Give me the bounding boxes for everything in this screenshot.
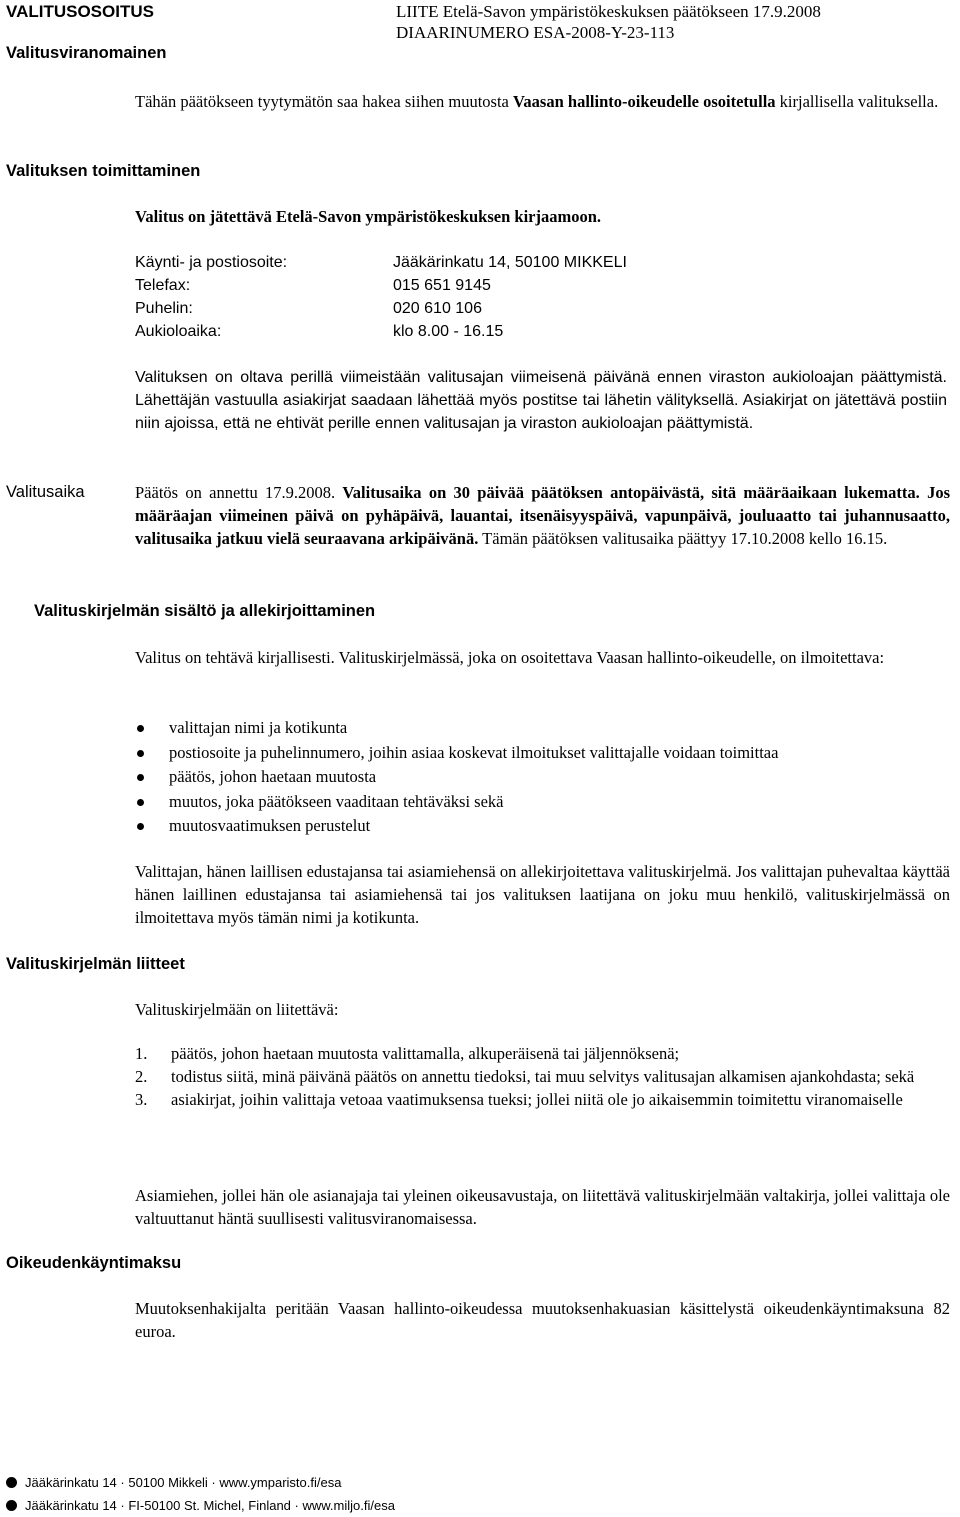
contact-value: Jääkärinkatu 14, 50100 MIKKELI bbox=[393, 254, 627, 271]
footer-line-finnish bbox=[6, 1475, 341, 1491]
label-contents: Valituskirjelmän sisältö ja allekirjoittaminen bbox=[34, 602, 376, 620]
bullet-icon bbox=[6, 1500, 17, 1511]
authority-text-bold: Vaasan hallinto-oikeudelle osoitetulla bbox=[513, 92, 776, 111]
attachment-line: LIITE Etelä-Savon ympäristökeskuksen päätökseen 17.9.2008 bbox=[396, 2, 821, 21]
diary-number: DIAARINUMERO ESA-2008-Y-23-113 bbox=[396, 23, 675, 42]
list-item bbox=[135, 1065, 950, 1088]
list-item-number: 1. bbox=[135, 1044, 148, 1063]
list-item bbox=[135, 1042, 950, 1065]
document-title: VALITUSOSOITUS bbox=[6, 2, 154, 21]
footer-text: Jääkärinkatu 14 · 50100 Mikkeli · www.ymparisto.fi/esa bbox=[25, 1475, 342, 1490]
label-period: Valitusaika bbox=[6, 483, 85, 501]
list-item bbox=[135, 716, 935, 741]
bullet-icon bbox=[137, 823, 144, 830]
contact-key: Käynti- ja postiosoite: bbox=[135, 254, 288, 271]
bullet-icon bbox=[137, 750, 144, 757]
label-attachments: Valituskirjelmän liitteet bbox=[6, 955, 185, 973]
contact-key: Aukioloaika: bbox=[135, 323, 222, 340]
list-item-text: postiosoite ja puhelinnumero, joihin asiaa koskevat ilmoitukset valittajalle voidaan toimittaa bbox=[169, 742, 779, 762]
contact-value: klo 8.00 - 16.15 bbox=[393, 323, 504, 340]
period-text-3: Tämän päätöksen valitusaika päättyy 17.10.2008 kello 16.15. bbox=[478, 529, 888, 548]
list-item bbox=[135, 741, 935, 766]
fee-paragraph: Muutoksenhakijalta peritään Vaasan hallinto-oikeudessa muutoksenhakuasian käsittelystä oikeudenkäyntimaksuna 82 euroa. bbox=[135, 1299, 950, 1341]
period-text-bold: Valitusaika on 30 päivää päätöksen antopäivästä, sitä määräaikaan lukematta. Jos määräajan viimeinen päivä on pyhäpäivä, lauantai, itsenäisyyspäivä, vapunpäivä, jouluaatto tai juhannusaatto, valitusaika jatkuu vielä seuraavana arkipäivänä. bbox=[135, 483, 950, 548]
list-item-text: valittajan nimi ja kotikunta bbox=[169, 718, 348, 737]
authority-text-end: kirjallisella valituksella. bbox=[775, 92, 939, 111]
footer-line-swedish bbox=[6, 1498, 395, 1514]
contact-row-address bbox=[135, 251, 627, 274]
attachments-intro: Valituskirjelmään on liitettävä: bbox=[135, 1000, 339, 1019]
contact-value: 020 610 106 bbox=[393, 300, 482, 317]
list-item bbox=[135, 765, 935, 790]
attachments-numbered-list bbox=[135, 1042, 950, 1111]
list-item-text: muutos, joka päätökseen vaaditaan tehtäväksi sekä bbox=[169, 791, 504, 811]
label-fee: Oikeudenkäyntimaksu bbox=[6, 1254, 182, 1272]
list-item-text: päätös, johon haetaan muutosta valittamalla, alkuperäisenä tai jäljennöksenä; bbox=[171, 1044, 680, 1063]
list-item-text: asiakirjat, joihin valittaja vetoaa vaatimuksensa tueksi; jollei niitä ole jo aikaisemmin toimitettu viranomaiselle bbox=[171, 1090, 903, 1109]
list-item-text: todistus siitä, minä päivänä päätös on annettu tiedoksi, tai muu selvitys valitusajan alkamisen ajankohdasta; sekä bbox=[171, 1067, 915, 1086]
contact-row-hours bbox=[135, 320, 503, 343]
list-item bbox=[135, 814, 935, 839]
bullet-icon bbox=[6, 1477, 17, 1488]
label-authority: Valitusviranomainen bbox=[6, 44, 167, 62]
footer-text: Jääkärinkatu 14 · FI-50100 St. Michel, Finland · www.miljo.fi/esa bbox=[25, 1498, 395, 1513]
contact-value: 015 651 9145 bbox=[393, 277, 491, 294]
bullet-icon bbox=[137, 774, 144, 781]
list-item bbox=[135, 790, 935, 815]
contents-intro: Valitus on tehtävä kirjallisesti. Valituskirjelmässä, joka on osoitettava Vaasan hallinto-oikeudelle, on ilmoitettava: bbox=[135, 648, 885, 667]
bullet-icon bbox=[137, 725, 144, 732]
contact-key: Telefax: bbox=[135, 277, 191, 294]
label-delivery: Valituksen toimittaminen bbox=[6, 162, 201, 180]
authority-text-start: Tähän päätökseen tyytymätön saa hakea siihen muutosta bbox=[135, 92, 514, 111]
contents-bullet-list bbox=[135, 716, 935, 839]
list-item-number: 3. bbox=[135, 1090, 148, 1109]
delivery-heading: Valitus on jätettävä Etelä-Savon ympäristökeskuksen kirjaamoon. bbox=[135, 207, 602, 226]
period-paragraph bbox=[135, 481, 950, 550]
delivery-note: Valituksen on oltava perillä viimeistään valitusajan viimeisenä päivänä ennen viraston aukioloajan päättymistä. Lähettäjän vastuulla asiakirjat saadaan lähettää myös postitse tai lähetin välityksellä. Asiakirjat on jätettävä postiin niin ajoissa, että ne ehtivät perille ennen valitusajan ja viraston aukioloajan päättymistä. bbox=[135, 369, 947, 432]
signature-paragraph: Valittajan, hänen laillisen edustajansa tai asiamiehensä on allekirjoitettava valituskirjelmä. Jos valittajan puhevaltaa käyttää hänen laillinen edustajansa tai asiamiehensä tai jos valituksen laatijana on joku muu henkilö, valituskirjelmässä on ilmoitettava myös tämän nimi ja kotikunta. bbox=[135, 862, 950, 927]
list-item-text: päätös, johon haetaan muutosta bbox=[169, 767, 377, 786]
contact-row-fax bbox=[135, 274, 491, 297]
list-item bbox=[135, 1088, 950, 1111]
contact-key: Puhelin: bbox=[135, 300, 193, 317]
list-item-number: 2. bbox=[135, 1067, 148, 1086]
bullet-icon bbox=[137, 799, 144, 806]
period-text-1: Päätös on annettu 17.9.2008. bbox=[135, 483, 343, 502]
contact-row-phone bbox=[135, 297, 482, 320]
authority-paragraph bbox=[135, 90, 950, 113]
list-item-text: muutosvaatimuksen perustelut bbox=[169, 816, 371, 835]
agent-paragraph: Asiamiehen, jollei hän ole asianajaja tai yleinen oikeusavustaja, on liitettävä valituskirjelmään valtakirja, jollei valittaja ole valtuuttanut häntä suullisesti valitusviranomaisessa. bbox=[135, 1186, 950, 1228]
